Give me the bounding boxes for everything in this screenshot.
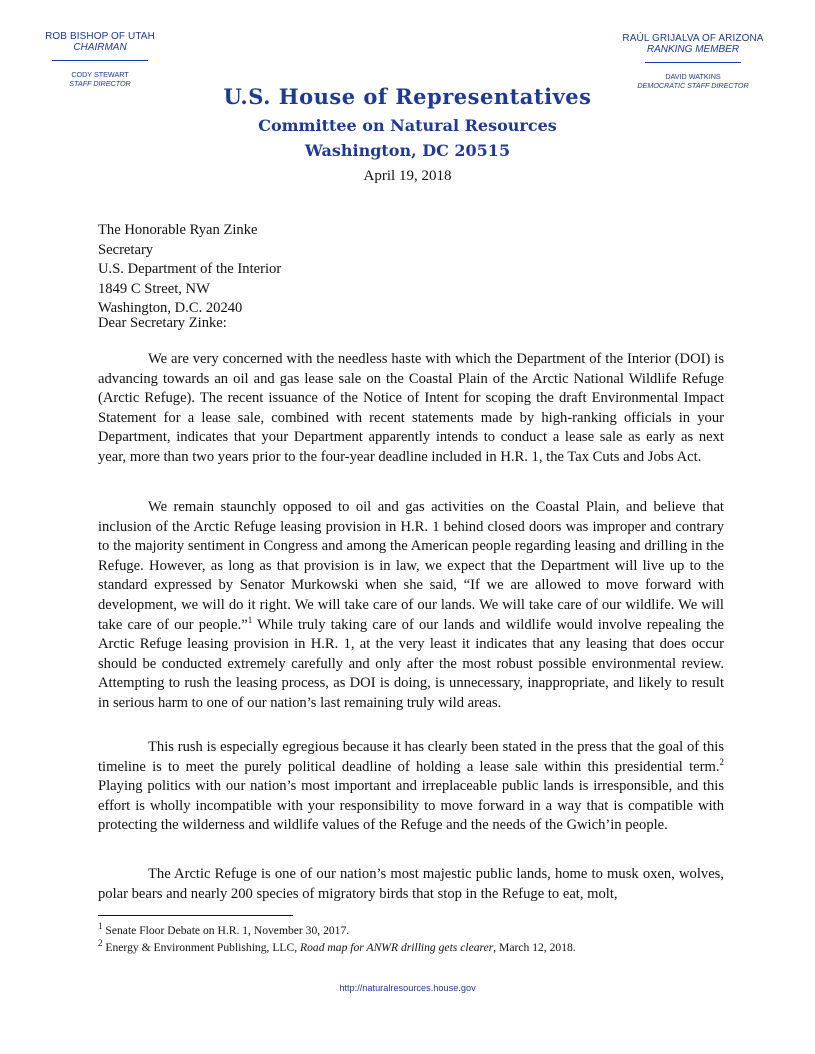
chairman-staff-role: STAFF DIRECTOR xyxy=(69,79,131,88)
paragraph-3 xyxy=(98,738,724,836)
footnote-ref-2: 2 xyxy=(719,756,724,767)
ranking-member-name: RAÚL GRIJALVA OF ARIZONA xyxy=(622,33,764,44)
footnote-1-text: Senate Floor Debate on H.R. 1, November 30, 2017. xyxy=(105,924,350,937)
ranking-staff-role: DEMOCRATIC STAFF DIRECTOR xyxy=(637,81,749,90)
paragraph-2-part-b: While truly taking care of our lands and wildlife would involve repealing the Arctic Refuge leasing provision in H.R. 1, at the very least it indicates that any leasing that does occur should be conducted extremely carefully and only after the most robust possible environmental review. Attempting to rush the leasing process, as DOI is doing, is unnecessary, inappropriate, and likely to result in serious harm to one of our nation’s last remaining truly wild areas. xyxy=(98,616,724,711)
footnote-1-mark: 1 xyxy=(98,921,103,932)
footnote-2-source: Energy & Environment Publishing, LLC, xyxy=(105,941,301,954)
ranking-member-divider xyxy=(645,62,741,63)
footnote-2-date: , March 12, 2018. xyxy=(493,941,576,954)
paragraph-1: We are very concerned with the needless haste with which the Department of the Interior (DOI) is advancing towards an oil and gas lease sale on the Coastal Plain of the Arctic National Wildlife Refuge (Arctic Refuge). The recent issuance of the Notice of Intent for scoping the draft Environmental Impact Statement for a lease sale, combined with recent statements made by high-ranking officials in your Department, indicates that your Department apparently intends to conduct a lease sale as early as next year, more than two years prior to the four-year deadline included in H.R. 1, the Tax Cuts and Jobs Act. xyxy=(98,351,724,465)
footnote-divider xyxy=(98,915,293,916)
ranking-member-block xyxy=(608,33,778,90)
chairman-name: ROB BISHOP OF UTAH xyxy=(45,31,155,42)
footer-url[interactable]: http://naturalresources.house.gov xyxy=(339,983,476,993)
recipient-city: Washington, D.C. 20240 xyxy=(98,300,243,317)
recipient-title: Secretary xyxy=(98,241,154,258)
letter-date: April 19, 2018 xyxy=(363,168,452,184)
paragraph-2-part-a: We remain staunchly opposed to oil and gas activities on the Coastal Plain, and believe that inclusion of the Arctic Refuge leasing provision in H.R. 1 behind closed doors was improper and contrary to the majority sentiment in Congress and among the American people regarding leasing and drilling in the Refuge. However, as long as that provision is in law, we expect that the Department will live up to the standard expressed by Senator Murkowski when she said, “If we are allowed to move forward with development, we will do it right. We will take care of our lands. We will take care of our wildlife. We will take care of our people.” xyxy=(98,499,724,633)
recipient-name: The Honorable Ryan Zinke xyxy=(98,222,258,238)
paragraph-4: The Arctic Refuge is one of our nation’s most majestic public lands, home to musk oxen, wolves, polar bears and nearly 200 species of migratory birds that stop in the Refuge to eat, molt, xyxy=(98,866,724,902)
footnote-2-article-title: Road map for ANWR drilling gets clearer xyxy=(300,941,494,954)
paragraph-3-part-b: Playing politics with our nation’s most important and irreplaceable public lands is irresponsible, and this effort is wholly incompatible with your responsibility to move forward in a way that is compatible with protecting the wilderness and wildlife values of the Refuge and the needs of the Gwich’in people. xyxy=(98,778,724,834)
ranking-member-role: RANKING MEMBER xyxy=(646,44,740,55)
masthead-committee: Committee on Natural Resources xyxy=(258,116,557,135)
recipient-address xyxy=(98,221,724,319)
masthead-house: U.S. House of Representatives xyxy=(223,84,592,109)
chairman-role: CHAIRMAN xyxy=(73,42,127,53)
chairman-staff-name: CODY STEWART xyxy=(71,70,129,79)
footnote-ref-1: 1 xyxy=(247,614,253,625)
masthead-address: Washington, DC 20515 xyxy=(304,141,511,160)
chairman-divider xyxy=(52,60,148,61)
recipient-department: U.S. Department of the Interior xyxy=(98,261,282,278)
footnote-2-mark: 2 xyxy=(98,938,103,949)
chairman-block xyxy=(20,31,180,88)
recipient-street: 1849 C Street, NW xyxy=(98,280,210,297)
footnotes xyxy=(98,922,738,956)
ranking-staff-name: DAVID WATKINS xyxy=(665,72,721,81)
paragraph-3-part-a: This rush is especially egregious because it has clearly been stated in the press that the goal of this timeline is to meet the purely political deadline of holding a lease sale within this presidential term. xyxy=(98,739,724,775)
paragraph-2 xyxy=(98,498,724,714)
footnote-1 xyxy=(98,922,738,939)
salutation: Dear Secretary Zinke: xyxy=(98,315,227,331)
footnote-2 xyxy=(98,939,738,956)
